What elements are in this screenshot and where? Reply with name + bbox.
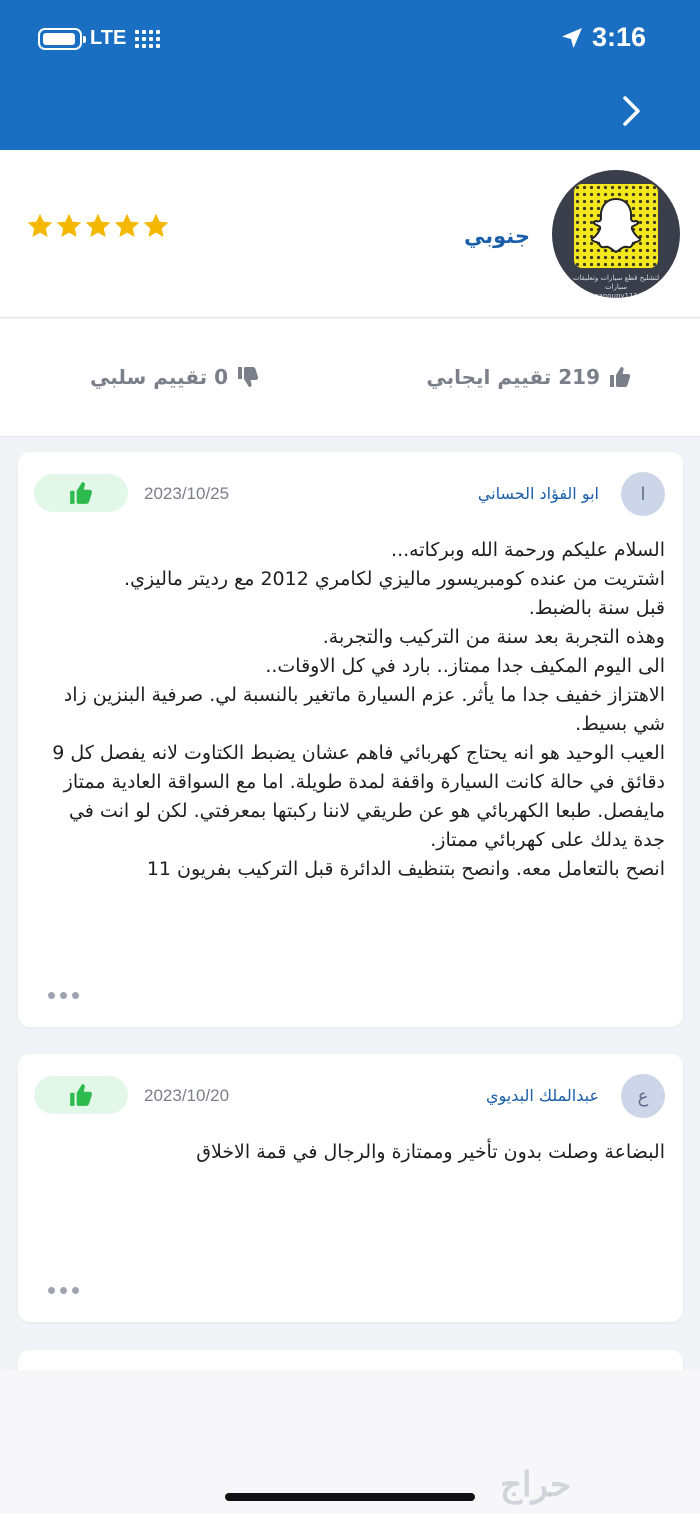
seller-profile (0, 150, 700, 318)
thumbs-up-icon (608, 365, 632, 389)
review-text: السلام عليكم ورحمة الله وبركاته... اشتريت من عنده كومبريسور ماليزي لكامري 2012 مع رديتر ماليزي. قبل سنة بالضبط. وهذه التجربة بعد سنة من التركيب والتجربة. الى اليوم المكيف جدا ممتاز.. بارد في كل الاوقات.. الاهتزاز خفيف جدا ما يأثر. عزم السيارة ماتغير بالنسبة لي. صرفية البنزين زاد شي بسيط. العيب الوحيد هو انه يحتاج كهربائي فاهم عشان يضبط الكتاوت لانه يفصل كل 9 دقائق في حالة كانت السيارة واقفة لمدة طويلة. اما مع السواقة العادية ممتاز مايفصل. طبعا الكهربائي هو عن طريقي لاننا ركبتها بمعرفتي. لكن لو انت في جدة يدلك على كهربائي ممتاز. انصح بالتعامل معه. وانصح بتنظيف الدائرة قبل التركيب بفريون 11 (52, 539, 665, 880)
bottom-area (0, 1370, 700, 1514)
nav-bar (0, 75, 700, 150)
status-time: 3:16 (592, 22, 647, 52)
location-arrow-icon (560, 26, 584, 50)
snapcode (574, 184, 658, 268)
ratings-summary (0, 319, 700, 437)
thumbs-up-icon (68, 1082, 94, 1108)
star-icon (142, 212, 170, 240)
reviewer-name[interactable]: عبدالملك البديوي (486, 1086, 599, 1105)
review-date: 2023/10/20 (144, 1086, 230, 1105)
negative-rating[interactable] (90, 365, 260, 389)
star-icon (84, 212, 112, 240)
star-icon (55, 212, 83, 240)
rating-stars (26, 212, 170, 240)
status-bar (0, 0, 700, 75)
star-icon (113, 212, 141, 240)
reviewer-avatar[interactable]: ع (621, 1074, 665, 1118)
negative-rating-label: 0 تقييم سلبي (90, 365, 228, 389)
review-date: 2023/10/25 (144, 484, 230, 503)
star-icon (26, 212, 54, 240)
more-dots-icon[interactable] (48, 992, 79, 999)
positive-rating-label: 219 تقييم ايجابي (426, 365, 600, 389)
watermark-logo: حراج (500, 1465, 572, 1505)
positive-review-badge (34, 474, 128, 512)
more-dots-icon[interactable] (48, 1287, 79, 1294)
review-text: البضاعة وصلت بدون تأخير وممتازة والرجال في قمة الاخلاق (196, 1141, 665, 1163)
positive-rating[interactable] (426, 365, 632, 389)
reviewer-name[interactable]: ابو الفؤاد الحساني (477, 484, 599, 503)
seller-name[interactable]: جنوبي (463, 224, 530, 248)
avatar[interactable] (552, 170, 680, 298)
thumbs-down-icon (236, 365, 260, 389)
thumbs-up-icon (68, 480, 94, 506)
avatar-caption: لتشليح قطع سيارات وتعليقات سيارات ganoupy111 (572, 274, 660, 298)
positive-review-badge (34, 1076, 128, 1114)
battery-icon (38, 28, 82, 50)
review-card (18, 452, 683, 1027)
reviewer-avatar[interactable]: ا (621, 472, 665, 516)
review-card (18, 1054, 683, 1322)
signal-icon (135, 30, 161, 50)
snapchat-ghost-icon (591, 196, 641, 254)
network-type: LTE (90, 27, 127, 49)
home-indicator[interactable] (225, 1493, 475, 1501)
chevron-right-icon[interactable] (616, 91, 646, 131)
